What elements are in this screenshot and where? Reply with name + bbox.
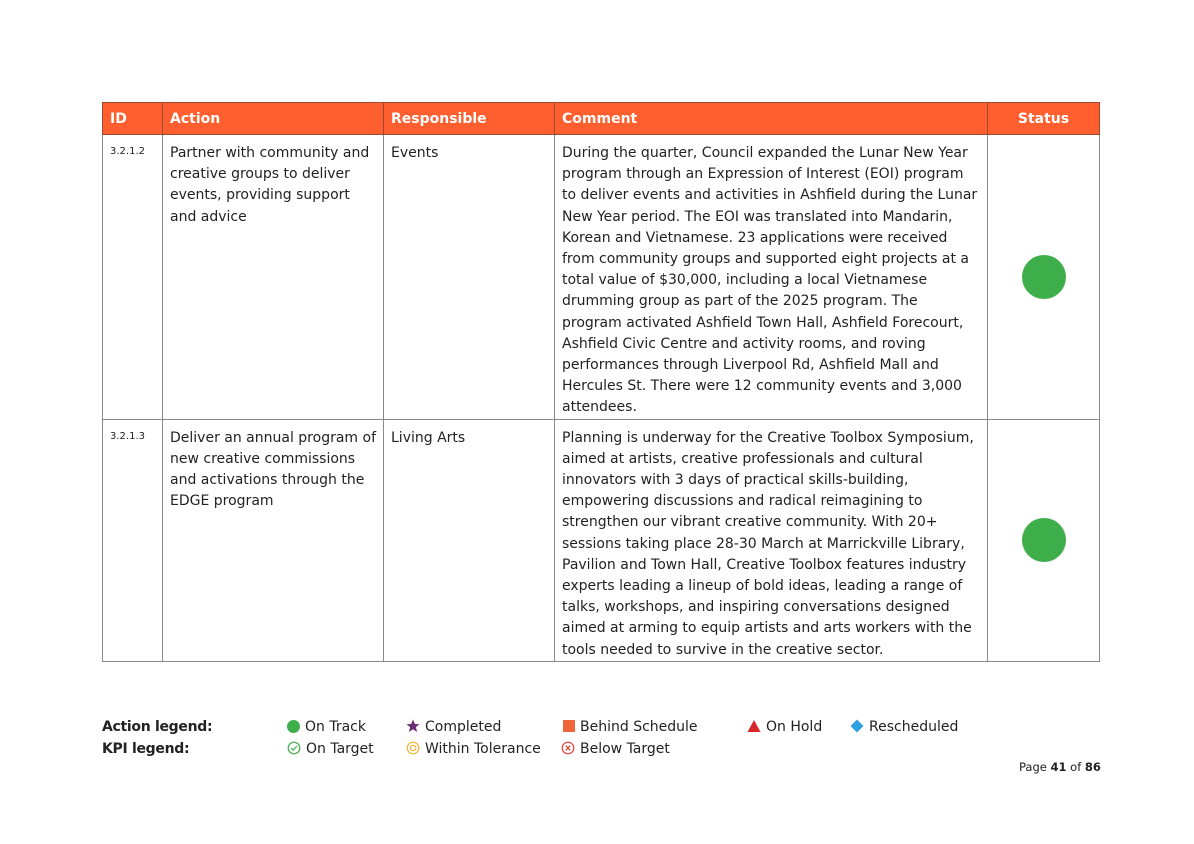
legend-label: Behind Schedule — [580, 719, 698, 735]
table-row — [103, 135, 1100, 420]
blue-diamond-icon — [850, 719, 864, 733]
row-id: 3.2.1.2 — [103, 135, 163, 420]
row-status — [988, 135, 1100, 420]
header-id: ID — [103, 103, 163, 135]
legend — [102, 717, 982, 761]
orange-square-icon — [563, 720, 575, 732]
legend-item-on-track — [287, 717, 366, 737]
green-check-circle-icon — [287, 741, 301, 755]
legend-label: On Hold — [766, 719, 823, 735]
row-action: Partner with community and creative groups to deliver events, providing support and advice — [163, 135, 384, 420]
row-id: 3.2.1.3 — [103, 419, 163, 661]
legend-label: Within Tolerance — [425, 741, 541, 757]
legend-item-below-target — [561, 739, 670, 759]
purple-star-icon — [406, 719, 420, 733]
table-row — [103, 419, 1100, 661]
page-current: 41 — [1050, 760, 1067, 774]
kpi-legend-row — [102, 739, 982, 761]
page-prefix: Page — [1019, 760, 1047, 774]
legend-item-within-tolerance — [406, 739, 541, 759]
row-comment: During the quarter, Council expanded the Lunar New Year program through an Expression of Interest (EOI) program to deliver events and activities in Ashfield during the Lunar New Year period. The EOI was translated into Mandarin, Korean and Vietnamese. 23 applications were received from community groups and supported eight projects at a total value of $30,000, including a local Vietnamese drumming group as part of the 2025 program. The program activated Ashfield Town Hall, Ashfield Forecourt, Ashfield Civic Centre and activity rooms, and roving performances through Liverpool Rd, Ashfield Mall and Hercules St. There were 12 community events and 3,000 attendees. — [555, 135, 988, 420]
red-x-circle-icon — [561, 741, 575, 755]
page-of: of — [1070, 760, 1082, 774]
page-total: 86 — [1084, 760, 1101, 774]
legend-label: Completed — [425, 719, 502, 735]
row-comment: Planning is underway for the Creative Toolbox Symposium, aimed at artists, creative professionals and cultural innovators with 3 days of practical skills-building, empowering discussions and radical reimagining to strengthen our vibrant creative community. With 20+ sessions taking place 28-30 March at Marrickville Library, Pavilion and Town Hall, Creative Toolbox features industry experts leading a lineup of bold ideas, leading a range of talks, workshops, and inspiring conversations designed aimed at arming to equip artists and arts workers with the tools needed to survive in the creative sector. — [555, 419, 988, 661]
legend-label: On Track — [305, 719, 366, 735]
row-responsible: Events — [384, 135, 555, 420]
on-track-status-icon — [1022, 518, 1066, 562]
legend-label: On Target — [306, 741, 374, 757]
legend-label: Below Target — [580, 741, 670, 757]
green-circle-icon — [287, 720, 300, 733]
row-responsible: Living Arts — [384, 419, 555, 661]
kpi-legend-title: KPI legend: — [102, 741, 190, 757]
legend-item-rescheduled — [850, 717, 958, 737]
row-action: Deliver an annual program of new creative commissions and activations through the EDGE program — [163, 419, 384, 661]
row-status — [988, 419, 1100, 661]
on-track-status-icon — [1022, 255, 1066, 299]
red-triangle-icon — [747, 719, 761, 733]
legend-item-on-hold — [747, 717, 822, 737]
header-comment: Comment — [555, 103, 988, 135]
action-legend-title: Action legend: — [102, 719, 213, 735]
legend-label: Rescheduled — [869, 719, 959, 735]
header-responsible: Responsible — [384, 103, 555, 135]
header-action: Action — [163, 103, 384, 135]
action-legend-row — [102, 717, 982, 739]
yellow-ring-icon — [406, 741, 420, 755]
table-header-row — [103, 103, 1100, 135]
legend-item-on-target — [287, 739, 374, 759]
legend-item-completed — [406, 717, 501, 737]
action-table — [102, 102, 1100, 662]
header-status: Status — [988, 103, 1100, 135]
page-number — [1019, 759, 1101, 775]
legend-item-behind-schedule — [563, 717, 698, 737]
